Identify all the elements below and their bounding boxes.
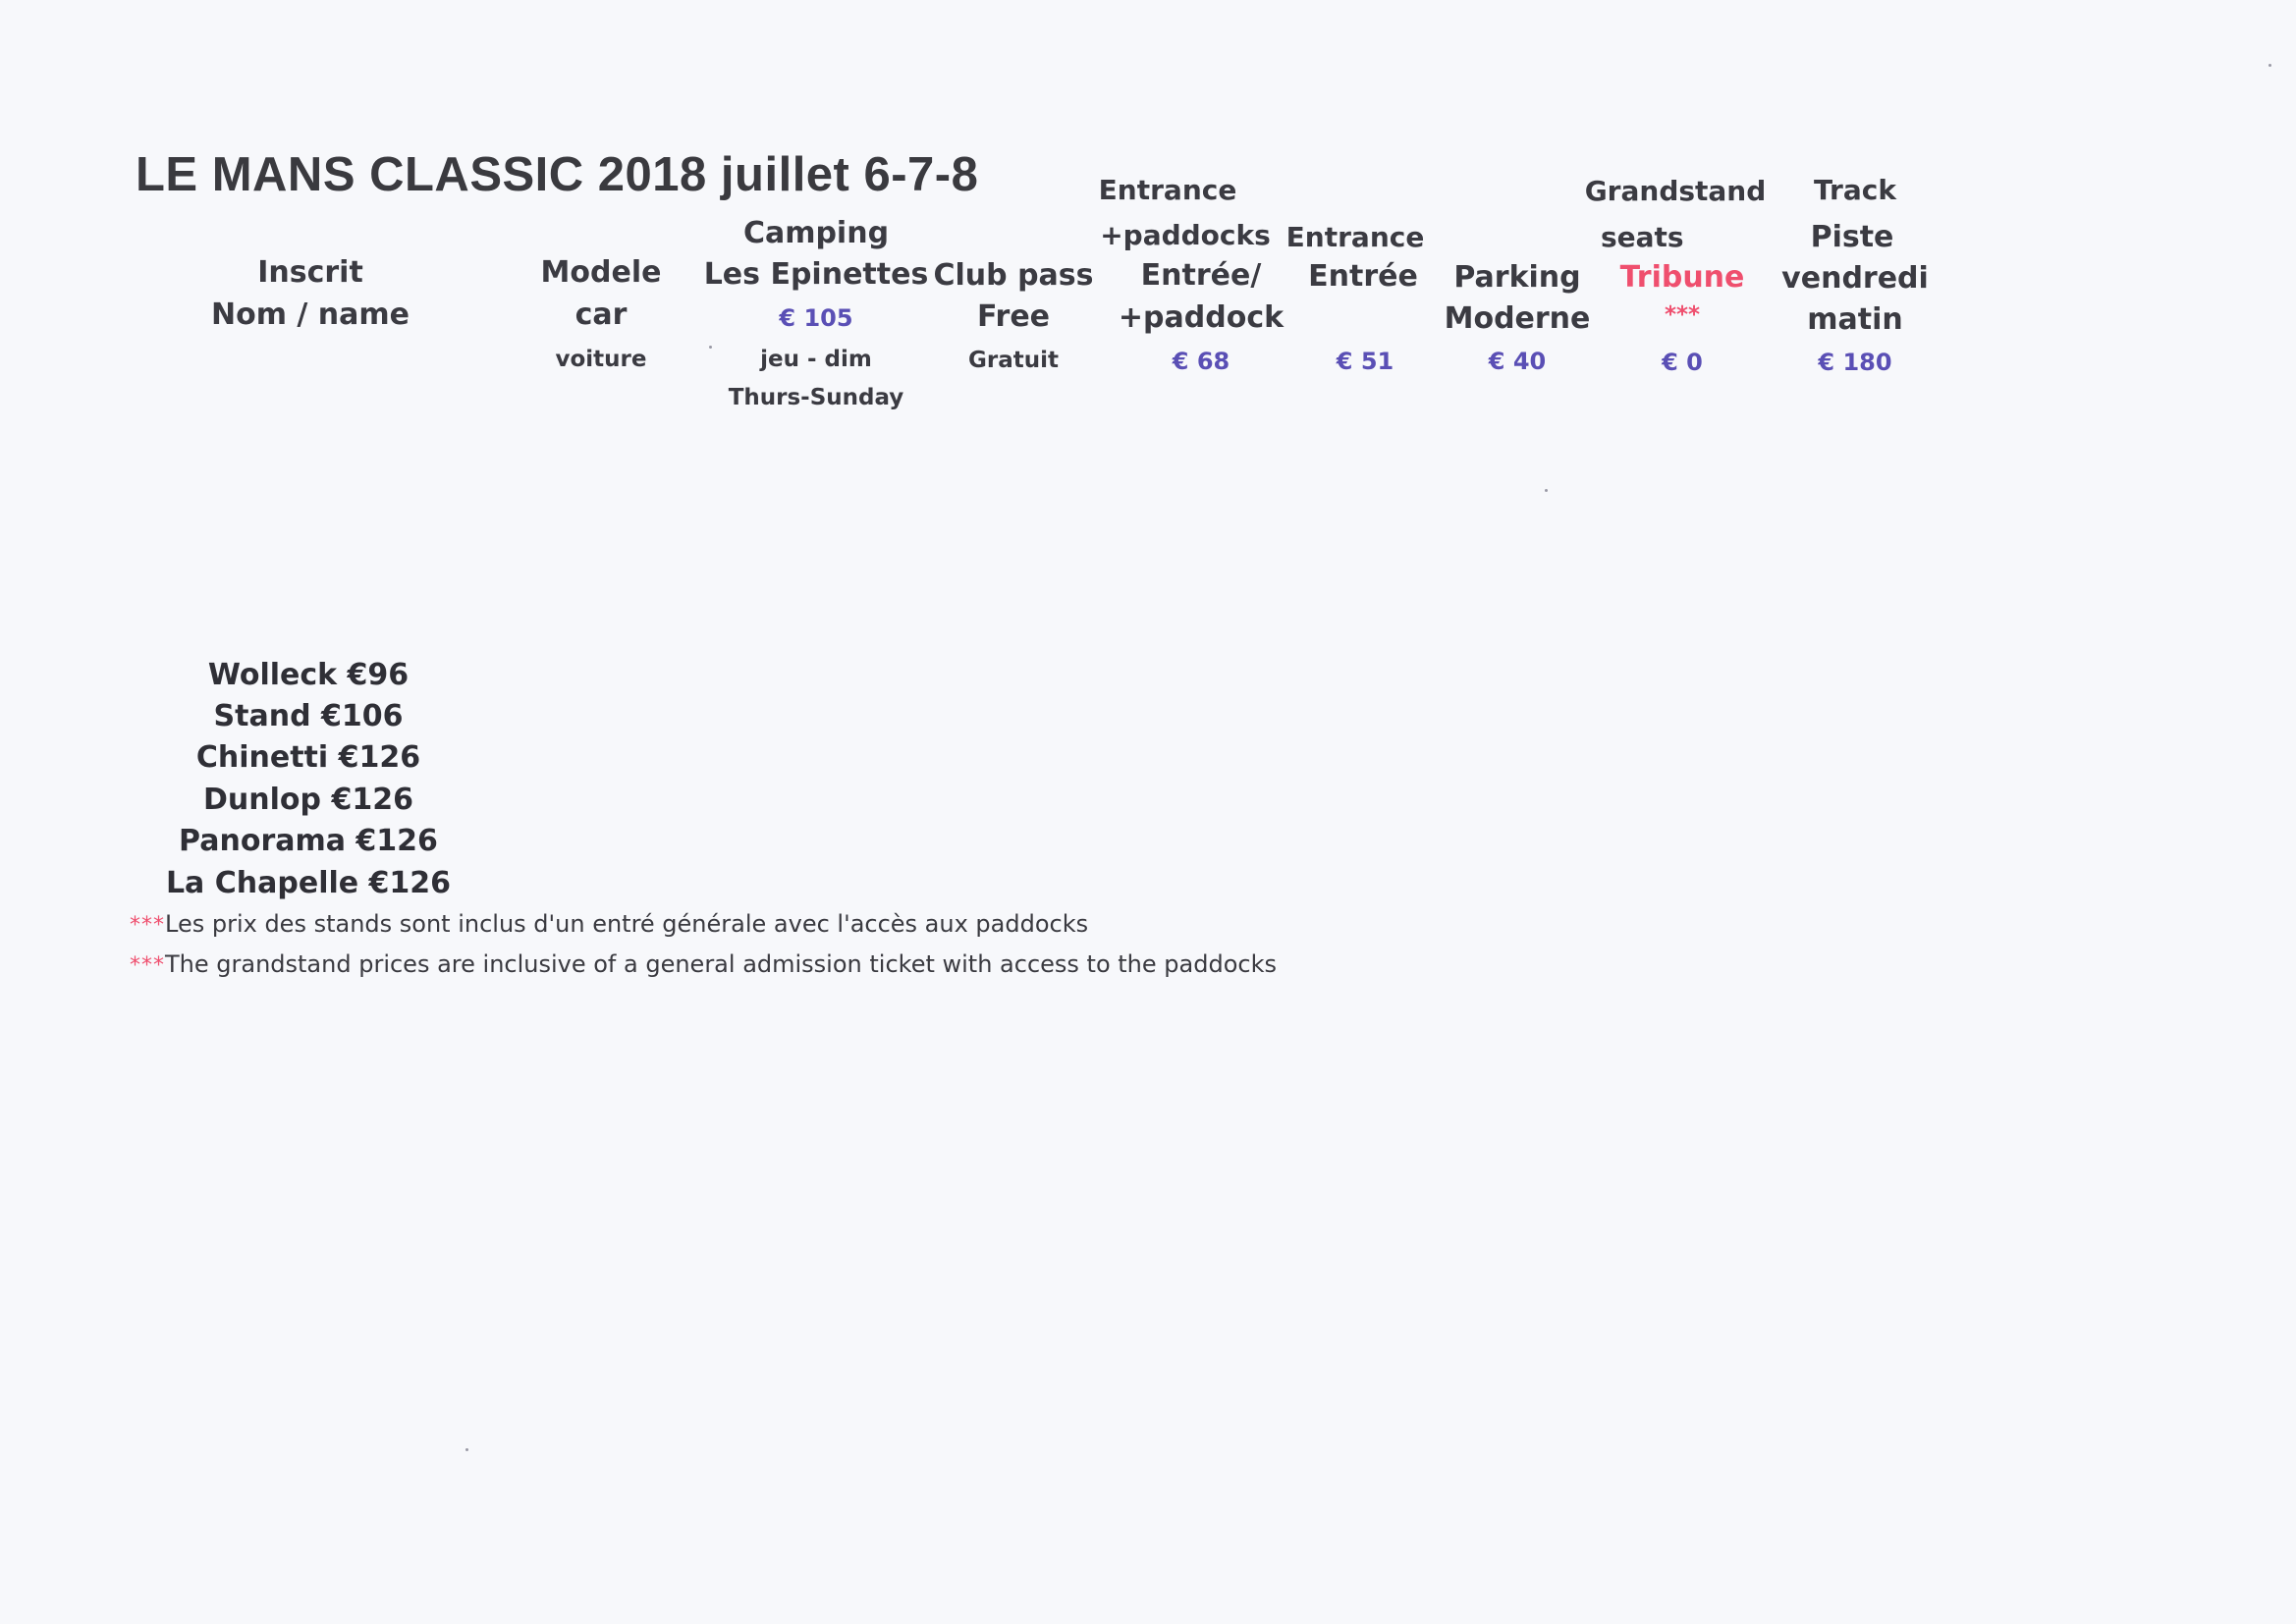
header-entree-paddock-1: Entrée/ [1140, 258, 1262, 293]
footnote-en-text: The grandstand prices are inclusive of a general admission ticket with access to the paddocks [165, 950, 1277, 978]
header-voiture: voiture [555, 347, 647, 372]
header-parking: Parking [1453, 260, 1581, 295]
header-moderne: Moderne [1444, 301, 1591, 336]
header-club-pass: Club pass [933, 258, 1094, 293]
footnote-fr [130, 910, 1088, 938]
header-entree-paddock-2: +paddock [1118, 300, 1285, 335]
header-camping: Camping [742, 216, 890, 250]
price-camping: € 105 [779, 304, 853, 332]
header-gratuit: Gratuit [968, 348, 1059, 373]
price-grandstand: € 0 [1662, 349, 1703, 376]
footnote-fr-stars: *** [130, 913, 165, 938]
footnote-en [130, 950, 1277, 978]
header-matin: matin [1807, 302, 1903, 337]
header-grandstand: Grandstand [1584, 175, 1767, 207]
header-vendredi: vendredi [1781, 261, 1929, 296]
header-nom-name: Nom / name [210, 298, 410, 332]
price-track: € 180 [1818, 349, 1892, 376]
stand-price-panorama: Panorama €126 [179, 824, 438, 858]
scan-speck [2269, 64, 2271, 67]
price-parking: € 40 [1488, 348, 1547, 375]
scan-speck [709, 346, 712, 349]
header-les-epinettes: Les Epinettes [703, 257, 929, 292]
footnote-fr-text: Les prix des stands sont inclus d'un entré générale avec l'accès aux paddocks [165, 910, 1089, 938]
header-entree: Entrée [1308, 259, 1418, 294]
stand-price-chinetti: Chinetti €126 [195, 740, 421, 775]
header-track: Track [1814, 174, 1896, 206]
camping-days-fr: jeu - dim [760, 347, 872, 372]
header-entrance: Entrance [1285, 221, 1425, 253]
price-entrance: € 51 [1336, 348, 1394, 375]
header-free: Free [976, 299, 1051, 334]
footnote-en-stars: *** [130, 953, 165, 978]
header-tribune: Tribune [1619, 260, 1745, 295]
scan-speck [465, 1448, 468, 1451]
tribune-stars: *** [1664, 302, 1701, 328]
stand-price-stand: Stand €106 [213, 699, 404, 733]
price-entrance-paddock: € 68 [1172, 348, 1230, 375]
header-modele: Modele [540, 255, 662, 290]
stand-price-la-chapelle: La Chapelle €126 [165, 866, 452, 900]
header-entrance-paddock-2: +paddocks [1100, 219, 1271, 251]
stand-price-dunlop: Dunlop €126 [203, 783, 413, 817]
header-entrance-paddock-1: Entrance [1098, 174, 1237, 206]
scan-speck [1545, 489, 1548, 492]
header-seats: seats [1601, 221, 1684, 253]
camping-days-en: Thurs-Sunday [728, 385, 904, 410]
page-title: LE MANS CLASSIC 2018 juillet 6-7-8 [136, 148, 979, 201]
stand-price-wolleck: Wolleck €96 [207, 658, 410, 692]
header-piste: Piste [1810, 220, 1894, 254]
header-car: car [574, 298, 628, 332]
header-inscrit: Inscrit [257, 255, 363, 290]
